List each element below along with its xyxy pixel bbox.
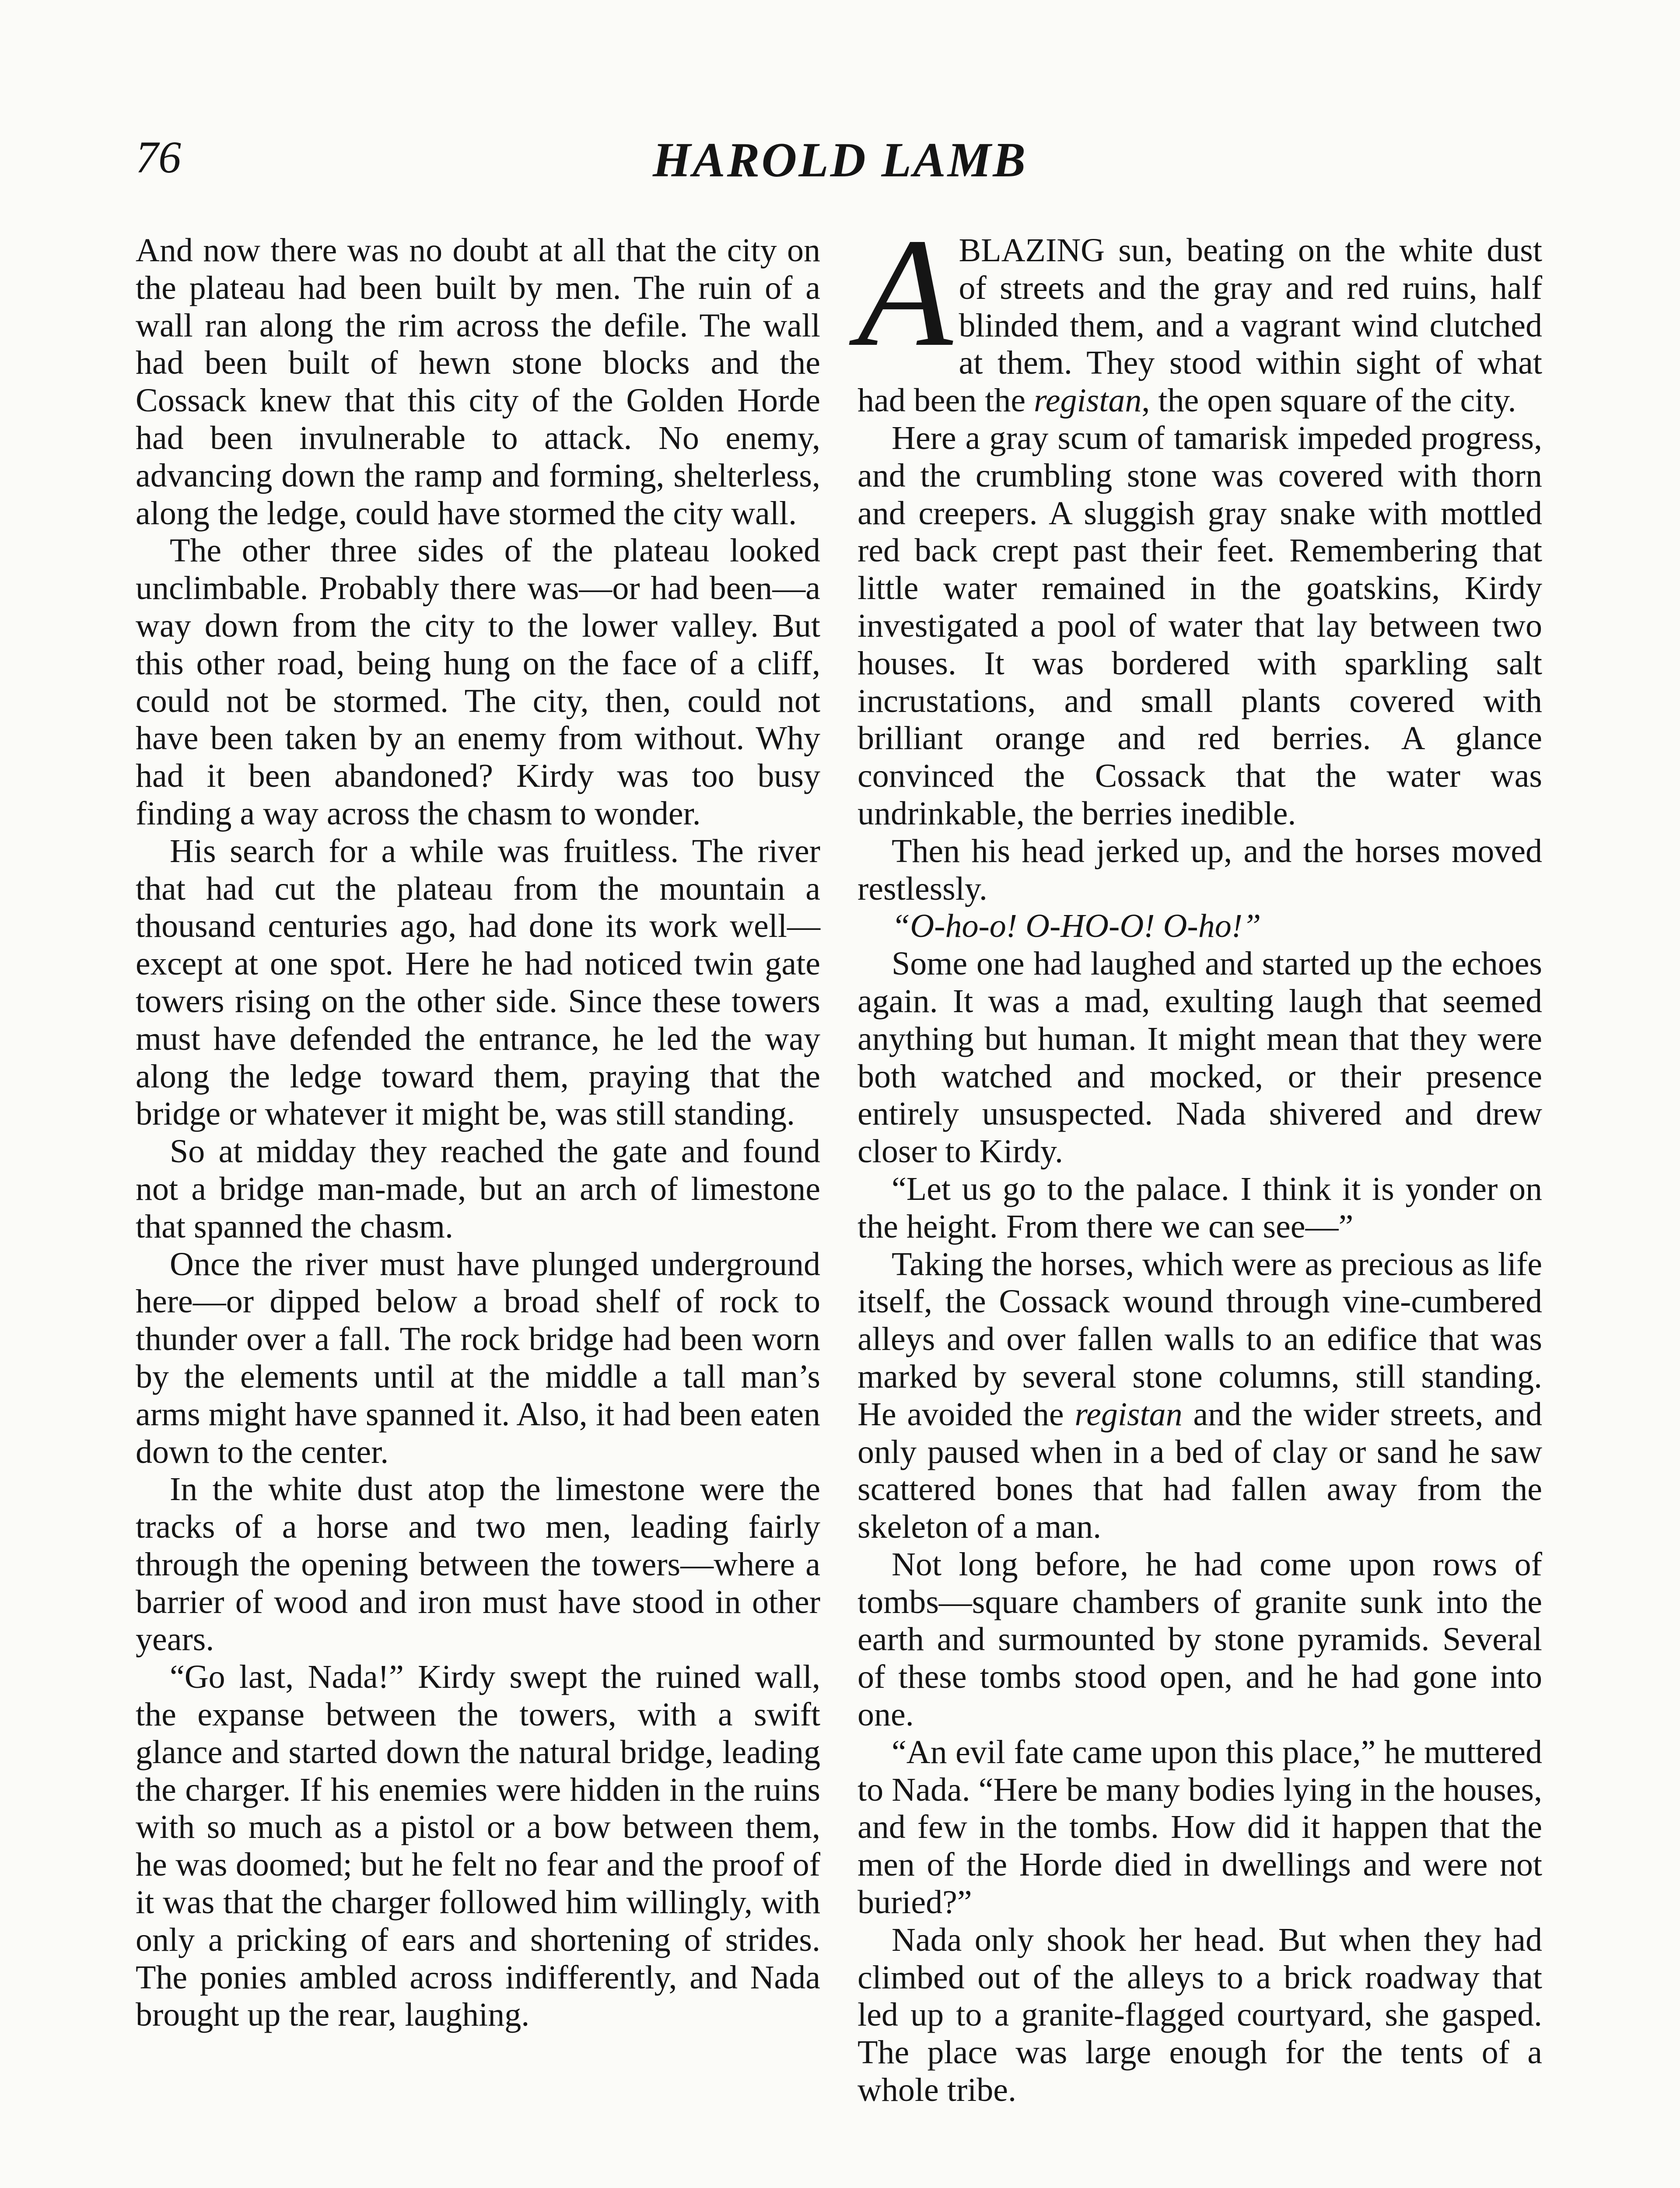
paragraph: Then his head jerked up, and the horses moved restlessly. [858, 832, 1542, 907]
paragraph: “Let us go to the palace. I think it is yonder on the height. From there we can see—” [858, 1170, 1542, 1245]
paragraph [858, 1246, 1542, 1546]
paragraph: The other three sides of the plateau looked unclimbable. Probably there was—or had been—a way down from the city to the lower valley. But this other road, being hung on the face of a cliff, could not be stormed. The city, then, could not have been taken by an enemy from without. Why had it been abandoned? Kirdy was too busy finding a way across the chasm to wonder. [136, 532, 820, 832]
italic-word: registan [1074, 1396, 1183, 1433]
opening-paragraph [858, 207, 1542, 420]
paragraph: His search for a while was fruitless. The river that had cut the plateau from the mountain a thousand centuries ago, had done its work well—except at one spot. Here he had noticed twin gate towers rising on the other side. Since these towers must have defended the entrance, he led the way along the ledge toward them, praying that the bridge or whatever it might be, was still standing. [136, 832, 820, 1133]
drop-cap: A [858, 207, 953, 379]
page-number: 76 [136, 132, 181, 182]
paragraph: “An evil fate came upon this place,” he muttered to Nada. “Here be many bodies lying in the houses, and few in the tombs. How did it happen that the men of the Horde died in dwellings and were not buried?” [858, 1733, 1542, 1921]
paragraph-text: and the wider streets, and only paused when in a bed of clay or sand he saw scattered bones that had fallen away from the skeleton of a man. [858, 1396, 1543, 1546]
laugh-text: “O-ho-o! O-HO-O! O-ho!” [892, 908, 1261, 945]
paragraph: Nada only shook her head. But when they had climbed out of the alleys to a brick roadway that led up to a granite-flagged courtyard, she gasped. The place was large enough for the tents of a whole tribe. [858, 1921, 1542, 2109]
italic-word: registan [1034, 382, 1142, 419]
paragraph: Some one had laughed and started up the echoes again. It was a mad, exulting laugh that seemed anything but human. It might mean that they were both watched and mocked, or their presence entirely unsuspected. Nada shivered and drew closer to Kirdy. [858, 945, 1542, 1170]
paragraph: Not long before, he had come upon rows of tombs—square chambers of granite sunk into the earth and surmounted by stone pyramids. Several of these tombs stood open, and he had gone into one. [858, 1546, 1542, 1733]
paragraph: “Go last, Nada!” Kirdy swept the ruined wall, the expanse between the towers, with a swift glance and started down the natural bridge, leading the charger. If his enemies were hidden in the ruins with so much as a pistol or a bow between them, he was doomed; but he felt no fear and the proof of it was that the charger followed him willingly, with only a pricking of ears and shortening of strides. The ponies ambled across indifferently, and Nada brought up the rear, laughing. [136, 1659, 820, 2034]
laugh-line [858, 908, 1542, 945]
paragraph: Once the river must have plunged underground here—or dipped below a broad shelf of rock to thunder over a fall. The rock bridge had been worn by the elements until at the middle a tall man’s arms might have spanned it. Also, it had been eaten down to the center. [136, 1245, 820, 1470]
paragraph: And now there was no doubt at all that the city on the plateau had been built by men. The ruin of a wall ran along the rim across the defile. The wall had been built of hewn stone blocks and the Cossack knew that this city of the Golden Horde had been invulnerable to attack. No enemy, advancing down the ramp and forming, shelterless, along the ledge, could have stormed the city wall. [136, 232, 820, 532]
opening-text-end: , the open square of the city. [1141, 382, 1516, 419]
opening-text: sun, beating on the white dust of streets and the gray and red ruins, half blinded them, and a vagrant wind clutched at them. They stood within sight of what had been the [858, 232, 1542, 419]
left-column [136, 232, 820, 2034]
running-head: HAROLD LAMB [652, 133, 1028, 187]
paragraph: In the white dust atop the limestone were the tracks of a horse and two men, leading fairly through the opening between the towers—where a barrier of wood and iron must have stood in other years. [136, 1471, 820, 1658]
paragraph-text: Taking the horses, which were as precious as life itself, the Cossack wound through vine-cumbered alleys and over fallen walls to an edifice that was marked by several stone columns, still standing. He avoided the [858, 1245, 1542, 1433]
opening-small-caps: BLAZING [959, 232, 1105, 269]
paragraph: So at midday they reached the gate and found not a bridge man-made, but an arch of limestone that spanned the chasm. [136, 1133, 820, 1245]
paragraph: Here a gray scum of tamarisk impeded progress, and the crumbling stone was covered with thorn and creepers. A sluggish gray snake with mottled red back crept past their feet. Remembering that little water remained in the goatskins, Kirdy investigated a pool of water that lay between two houses. It was bordered with sparkling salt incrustations, and small plants covered with brilliant orange and red berries. A glance convinced the Cossack that the water was undrinkable, the berries inedible. [858, 419, 1542, 832]
right-column [858, 207, 1543, 2109]
